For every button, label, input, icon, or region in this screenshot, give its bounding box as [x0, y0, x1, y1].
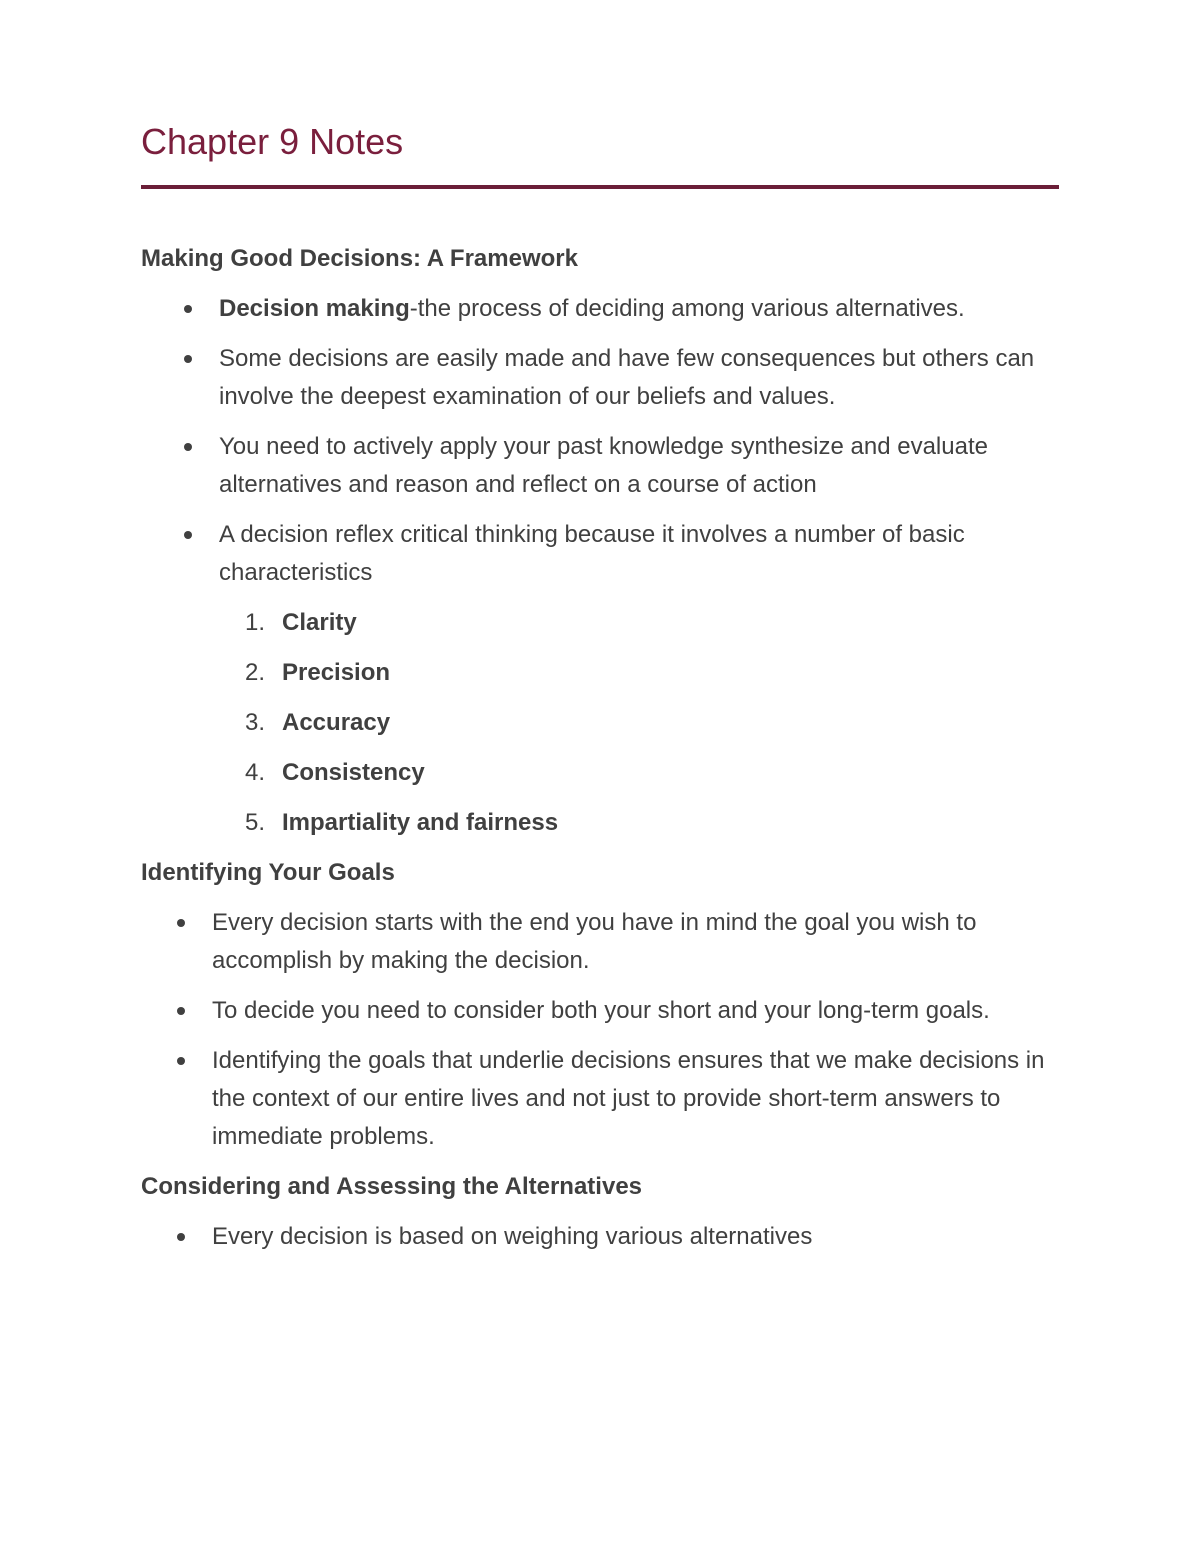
list-item-text: Every decision starts with the end you have in mind the goal you wish to accomplish by making the decision.	[212, 909, 977, 974]
list-item	[141, 904, 1081, 980]
bullet-icon	[177, 919, 185, 927]
page-title: Chapter 9 Notes	[141, 121, 404, 162]
bullet-list	[141, 290, 1081, 592]
list-item	[141, 1218, 1081, 1256]
item-label: Accuracy	[282, 709, 391, 736]
document-body	[141, 240, 1081, 1268]
bullet-list	[141, 904, 1081, 1156]
item-number: 3.	[245, 709, 266, 736]
numbered-item	[141, 704, 1081, 742]
list-item-text: A decision reflex critical thinking because it involves a number of basic characteristics	[219, 521, 965, 586]
list-item	[141, 516, 1081, 592]
item-label: Impartiality and fairness	[282, 809, 559, 836]
item-number: 4.	[245, 759, 266, 786]
list-item	[141, 290, 1081, 328]
bullet-list	[141, 1218, 1081, 1256]
list-item-text: Every decision is based on weighing various alternatives	[212, 1223, 813, 1250]
list-item	[141, 1042, 1081, 1156]
section-heading: Identifying Your Goals	[141, 859, 395, 886]
list-item	[141, 340, 1081, 416]
defined-term: Decision making	[219, 295, 410, 322]
numbered-item	[141, 604, 1081, 642]
section-heading: Making Good Decisions: A Framework	[141, 245, 578, 272]
bullet-icon	[177, 1007, 185, 1015]
list-item-text: You need to actively apply your past knowledge synthesize and evaluate alternatives and reason and reflect on a course of action	[219, 433, 988, 498]
bullet-icon	[184, 305, 192, 313]
item-label: Clarity	[282, 609, 357, 636]
bullet-icon	[184, 531, 192, 539]
list-item-text: Identifying the goals that underlie decisions ensures that we make decisions in the context of our entire lives and not just to provide short-term answers to immediate problems.	[212, 1047, 1045, 1150]
numbered-item	[141, 804, 1081, 842]
item-label: Consistency	[282, 759, 425, 786]
section-framework	[141, 240, 1081, 842]
item-number: 5.	[245, 809, 266, 836]
section-goals	[141, 854, 1081, 1156]
section-heading: Considering and Assessing the Alternatives	[141, 1173, 643, 1200]
list-item	[141, 428, 1081, 504]
item-label: Precision	[282, 659, 391, 686]
bullet-icon	[177, 1233, 185, 1241]
title-divider	[141, 185, 1059, 189]
item-number: 2.	[245, 659, 266, 686]
numbered-item	[141, 654, 1081, 692]
item-number: 1.	[245, 609, 266, 636]
list-item	[141, 992, 1081, 1030]
list-item-text: Some decisions are easily made and have few consequences but others can involve the deepest examination of our beliefs and values.	[219, 345, 1035, 410]
bullet-icon	[184, 355, 192, 363]
bullet-icon	[184, 443, 192, 451]
numbered-list	[141, 604, 1081, 842]
definition-text: -the process of deciding among various alternatives.	[409, 295, 965, 322]
list-item-text: To decide you need to consider both your short and your long-term goals.	[212, 997, 990, 1024]
numbered-item	[141, 754, 1081, 792]
bullet-icon	[177, 1057, 185, 1065]
section-alternatives	[141, 1168, 1081, 1256]
